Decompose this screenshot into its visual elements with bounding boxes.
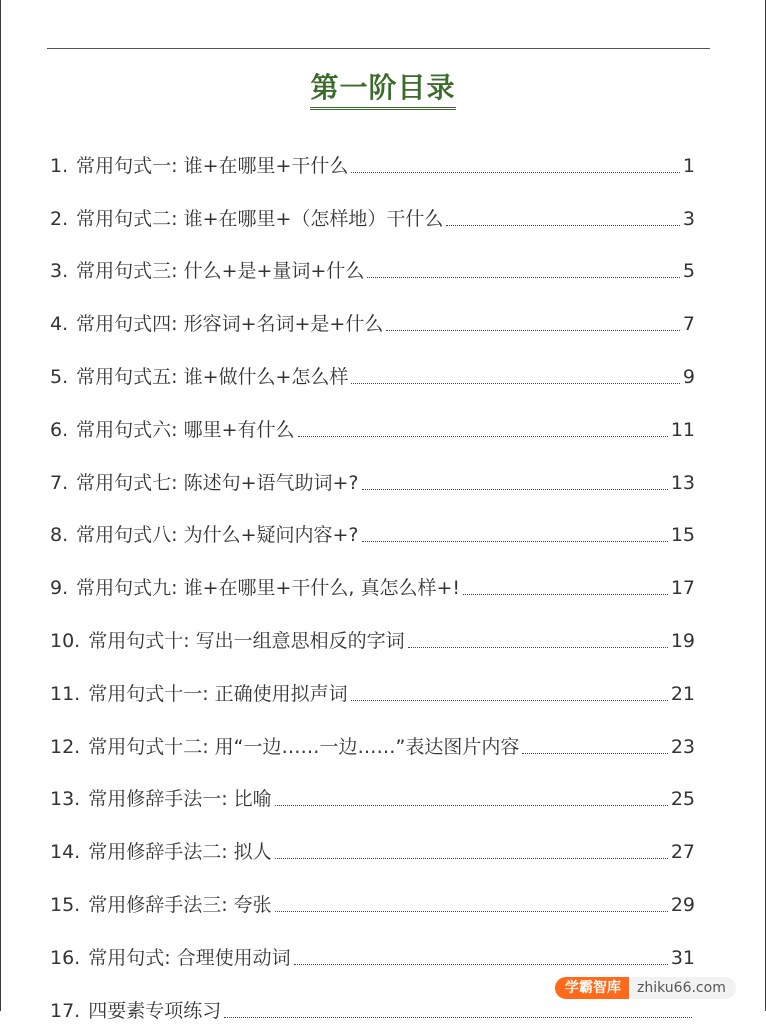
toc-title: 常用句式二: 谁+在哪里+（怎样地）干什么 <box>76 207 444 230</box>
table-of-contents <box>50 130 695 1028</box>
toc-entry[interactable] <box>50 658 695 711</box>
toc-entry[interactable] <box>50 394 695 447</box>
toc-number: 2. <box>50 207 69 230</box>
toc-number: 14. <box>50 841 81 864</box>
toc-number: 4. <box>50 313 69 336</box>
toc-page-number: 9 <box>682 365 695 388</box>
toc-entry[interactable] <box>50 552 695 605</box>
toc-dot-leader <box>351 700 668 701</box>
toc-number: 12. <box>50 735 81 758</box>
toc-title: 常用句式七: 陈述句+语气助词+? <box>76 471 359 494</box>
toc-number: 8. <box>50 524 69 547</box>
header-rule <box>47 48 710 49</box>
toc-title: 常用句式九: 谁+在哪里+干什么, 真怎么样+! <box>76 577 461 600</box>
page-border-left <box>0 0 1 1011</box>
toc-number: 10. <box>50 629 81 652</box>
toc-number: 15. <box>50 893 81 916</box>
toc-entry[interactable] <box>50 447 695 500</box>
toc-entry[interactable] <box>50 711 695 764</box>
page-title <box>0 70 766 110</box>
toc-title: 常用句式一: 谁+在哪里+干什么 <box>76 154 349 177</box>
toc-title: 常用句式十一: 正确使用拟声词 <box>88 682 348 705</box>
toc-number: 11. <box>50 682 81 705</box>
watermark-badge <box>555 977 736 999</box>
toc-title: 常用修辞手法一: 比喻 <box>88 788 272 811</box>
toc-entry[interactable] <box>50 341 695 394</box>
toc-title: 常用句式十: 写出一组意思相反的字词 <box>88 629 405 652</box>
toc-entry[interactable] <box>50 500 695 553</box>
toc-page-number: 17 <box>670 577 695 600</box>
toc-dot-leader <box>362 489 668 490</box>
toc-dot-leader <box>351 172 679 173</box>
toc-page-number: 5 <box>682 260 695 283</box>
toc-number: 3. <box>50 260 69 283</box>
toc-entry[interactable] <box>50 869 695 922</box>
toc-page-number: 31 <box>670 946 695 969</box>
toc-number: 9. <box>50 577 69 600</box>
toc-page-number: 29 <box>670 893 695 916</box>
toc-dot-leader <box>446 225 679 226</box>
toc-entry[interactable] <box>50 605 695 658</box>
toc-title: 常用句式三: 什么+是+量词+什么 <box>76 260 365 283</box>
watermark-url: zhiku66.com <box>629 977 736 999</box>
toc-dot-leader <box>463 594 668 595</box>
toc-page-number: 13 <box>670 471 695 494</box>
toc-number: 13. <box>50 788 81 811</box>
toc-title: 常用句式四: 形容词+名词+是+什么 <box>76 313 384 336</box>
toc-number: 5. <box>50 365 69 388</box>
toc-dot-leader <box>298 436 668 437</box>
toc-entry[interactable] <box>50 288 695 341</box>
toc-page-number: 23 <box>670 735 695 758</box>
toc-title: 常用句式八: 为什么+疑问内容+? <box>76 524 359 547</box>
toc-entry[interactable] <box>50 183 695 236</box>
toc-title: 常用修辞手法二: 拟人 <box>88 841 272 864</box>
toc-page-number: 19 <box>670 629 695 652</box>
toc-number: 16. <box>50 946 81 969</box>
toc-title: 常用修辞手法三: 夸张 <box>88 893 272 916</box>
toc-dot-leader <box>408 647 668 648</box>
watermark-brand: 学霸智库 <box>555 977 629 999</box>
toc-number: 17. <box>50 999 81 1022</box>
page-title-text: 第一阶目录 <box>310 70 455 110</box>
toc-page-number: 11 <box>670 418 695 441</box>
toc-dot-leader <box>522 753 667 754</box>
toc-dot-leader <box>294 964 668 965</box>
toc-entry[interactable] <box>50 816 695 869</box>
toc-title: 常用句式五: 谁+做什么+怎么样 <box>76 365 349 388</box>
toc-dot-leader <box>386 330 680 331</box>
toc-title: 常用句式六: 哪里+有什么 <box>76 418 295 441</box>
toc-number: 1. <box>50 154 69 177</box>
toc-page-number: 15 <box>670 524 695 547</box>
toc-title: 常用句式: 合理使用动词 <box>88 946 291 969</box>
toc-page-number: 7 <box>682 313 695 336</box>
toc-title: 四要素专项练习 <box>88 999 222 1022</box>
toc-number: 6. <box>50 418 69 441</box>
toc-entry[interactable] <box>50 764 695 817</box>
toc-dot-leader <box>351 383 679 384</box>
toc-dot-leader <box>275 805 668 806</box>
toc-dot-leader <box>224 1017 692 1018</box>
toc-page-number: 1 <box>682 154 695 177</box>
toc-dot-leader <box>275 911 668 912</box>
toc-page-number: 21 <box>670 682 695 705</box>
toc-page-number: 27 <box>670 841 695 864</box>
toc-page-number: 3 <box>682 207 695 230</box>
toc-number: 7. <box>50 471 69 494</box>
toc-entry[interactable] <box>50 922 695 975</box>
toc-entry[interactable] <box>50 130 695 183</box>
toc-entry[interactable] <box>50 236 695 289</box>
toc-page-number: 25 <box>670 788 695 811</box>
toc-dot-leader <box>367 277 680 278</box>
toc-dot-leader <box>275 858 668 859</box>
toc-dot-leader <box>362 541 668 542</box>
toc-title: 常用句式十二: 用“一边……一边……”表达图片内容 <box>88 735 520 758</box>
